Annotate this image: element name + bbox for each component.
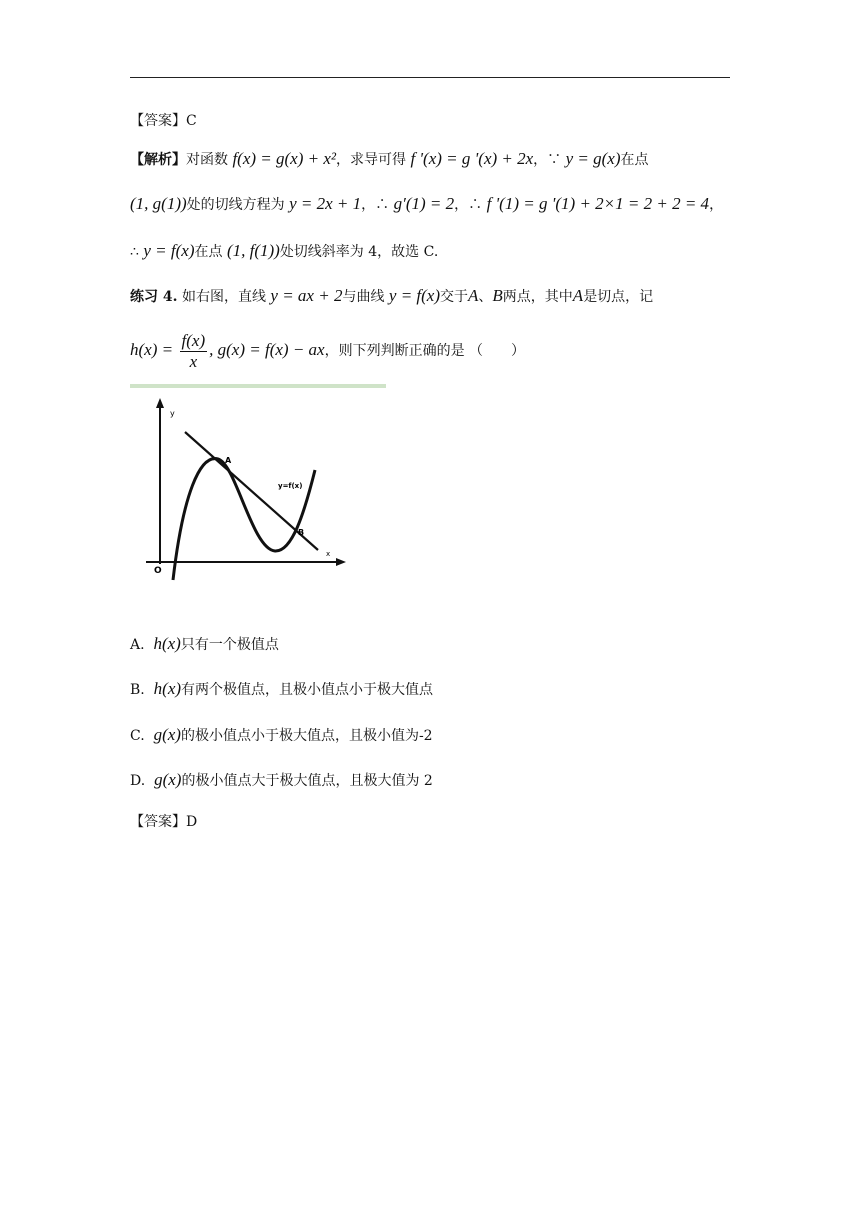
analysis-line-3: ∴ y = f(x)在点 (1, f(1))处切线斜率为 4，故选 C. (130, 241, 439, 260)
origin-label: O (154, 566, 162, 576)
answer-2: 【答案】D (130, 814, 198, 830)
analysis-label: 【解析】 (130, 152, 186, 168)
analysis-line-1: 【解析】对函数 f(x) = g(x) + x²，求导可得 f '(x) = g '(x) + 2x，∵ y = g(x)在点 (130, 149, 649, 168)
option-d-text: 的极小值点大于极大值点，且极大值为 2 (181, 773, 433, 789)
h-denominator: x (189, 351, 198, 371)
h-lhs: h(x) = (130, 340, 174, 359)
curve-equation: y = f(x) (388, 286, 441, 305)
y-equals-f: y = f(x) (143, 241, 195, 260)
exercise-line-2: h(x) = $\frac{f(x)}{x}$ , g(x) = f(x) − ax，则下列判断正确的是 （ ） (130, 330, 526, 371)
option-a: A. h(x)只有一个极值点 (130, 634, 279, 653)
f-definition: f(x) = g(x) + x² (232, 149, 336, 168)
curve-label: y=f(x) (278, 482, 303, 490)
option-c-text: 的极小值点小于极大值点，且极小值为-2 (180, 728, 433, 744)
g-prime-1: g′(1) = 2 (393, 194, 455, 213)
option-c: C. g(x)的极小值点小于极大值点，且极小值为-2 (130, 725, 433, 744)
header-rule (130, 77, 730, 78)
option-b-function: h(x) (153, 679, 182, 698)
answer-1: 【答案】C (130, 113, 197, 129)
option-a-text: 只有一个极值点 (180, 637, 279, 653)
derivative: f '(x) = g '(x) + 2x (410, 149, 534, 168)
option-d: D. g(x)的极小值点大于极大值点，且极大值为 2 (130, 770, 433, 789)
h-fraction (180, 331, 208, 372)
option-b: B. h(x)有两个极值点，且极小值点小于极大值点 (130, 679, 434, 698)
point-2: (1, f(1)) (226, 241, 280, 260)
line-equation: y = ax + 2 (270, 286, 343, 305)
g-definition: , g(x) = f(x) − ax (209, 340, 325, 359)
y-equals-g: y = g(x) (565, 149, 621, 168)
exercise-line-1: 练习 4. 如右图，直线 y = ax + 2与曲线 y = f(x)交于A、B两点，其中A是切点，记 (130, 286, 654, 305)
analysis-line-2: (1, g(1))处的切线方程为 y = 2x + 1，∴ g′(1) = 2，∴ f '(1) = g '(1) + 2×1 = 2 + 2 = 4， (130, 194, 724, 213)
tangent-equation: y = 2x + 1 (289, 194, 362, 213)
point-1: (1, g(1)) (130, 194, 187, 213)
point-B-label: B (298, 528, 305, 537)
option-a-function: h(x) (153, 634, 181, 653)
option-d-function: g(x) (154, 770, 182, 789)
f-prime-1: f '(1) = g '(1) + 2×1 = 2 + 2 = 4 (486, 194, 710, 213)
option-c-function: g(x) (153, 725, 181, 744)
x-axis-label: x (326, 550, 331, 558)
y-axis-arrow (156, 398, 164, 408)
figure-top-bar (130, 384, 386, 388)
point-A-label: A (225, 456, 232, 465)
y-axis-label: y (170, 409, 175, 418)
h-numerator: f(x) (181, 330, 206, 350)
function-graph-figure (140, 394, 350, 584)
option-b-text: 有两个极值点，且极小值点小于极大值点 (181, 682, 434, 698)
exercise-label: 练习 4. (130, 289, 178, 305)
x-axis-arrow (336, 558, 346, 566)
